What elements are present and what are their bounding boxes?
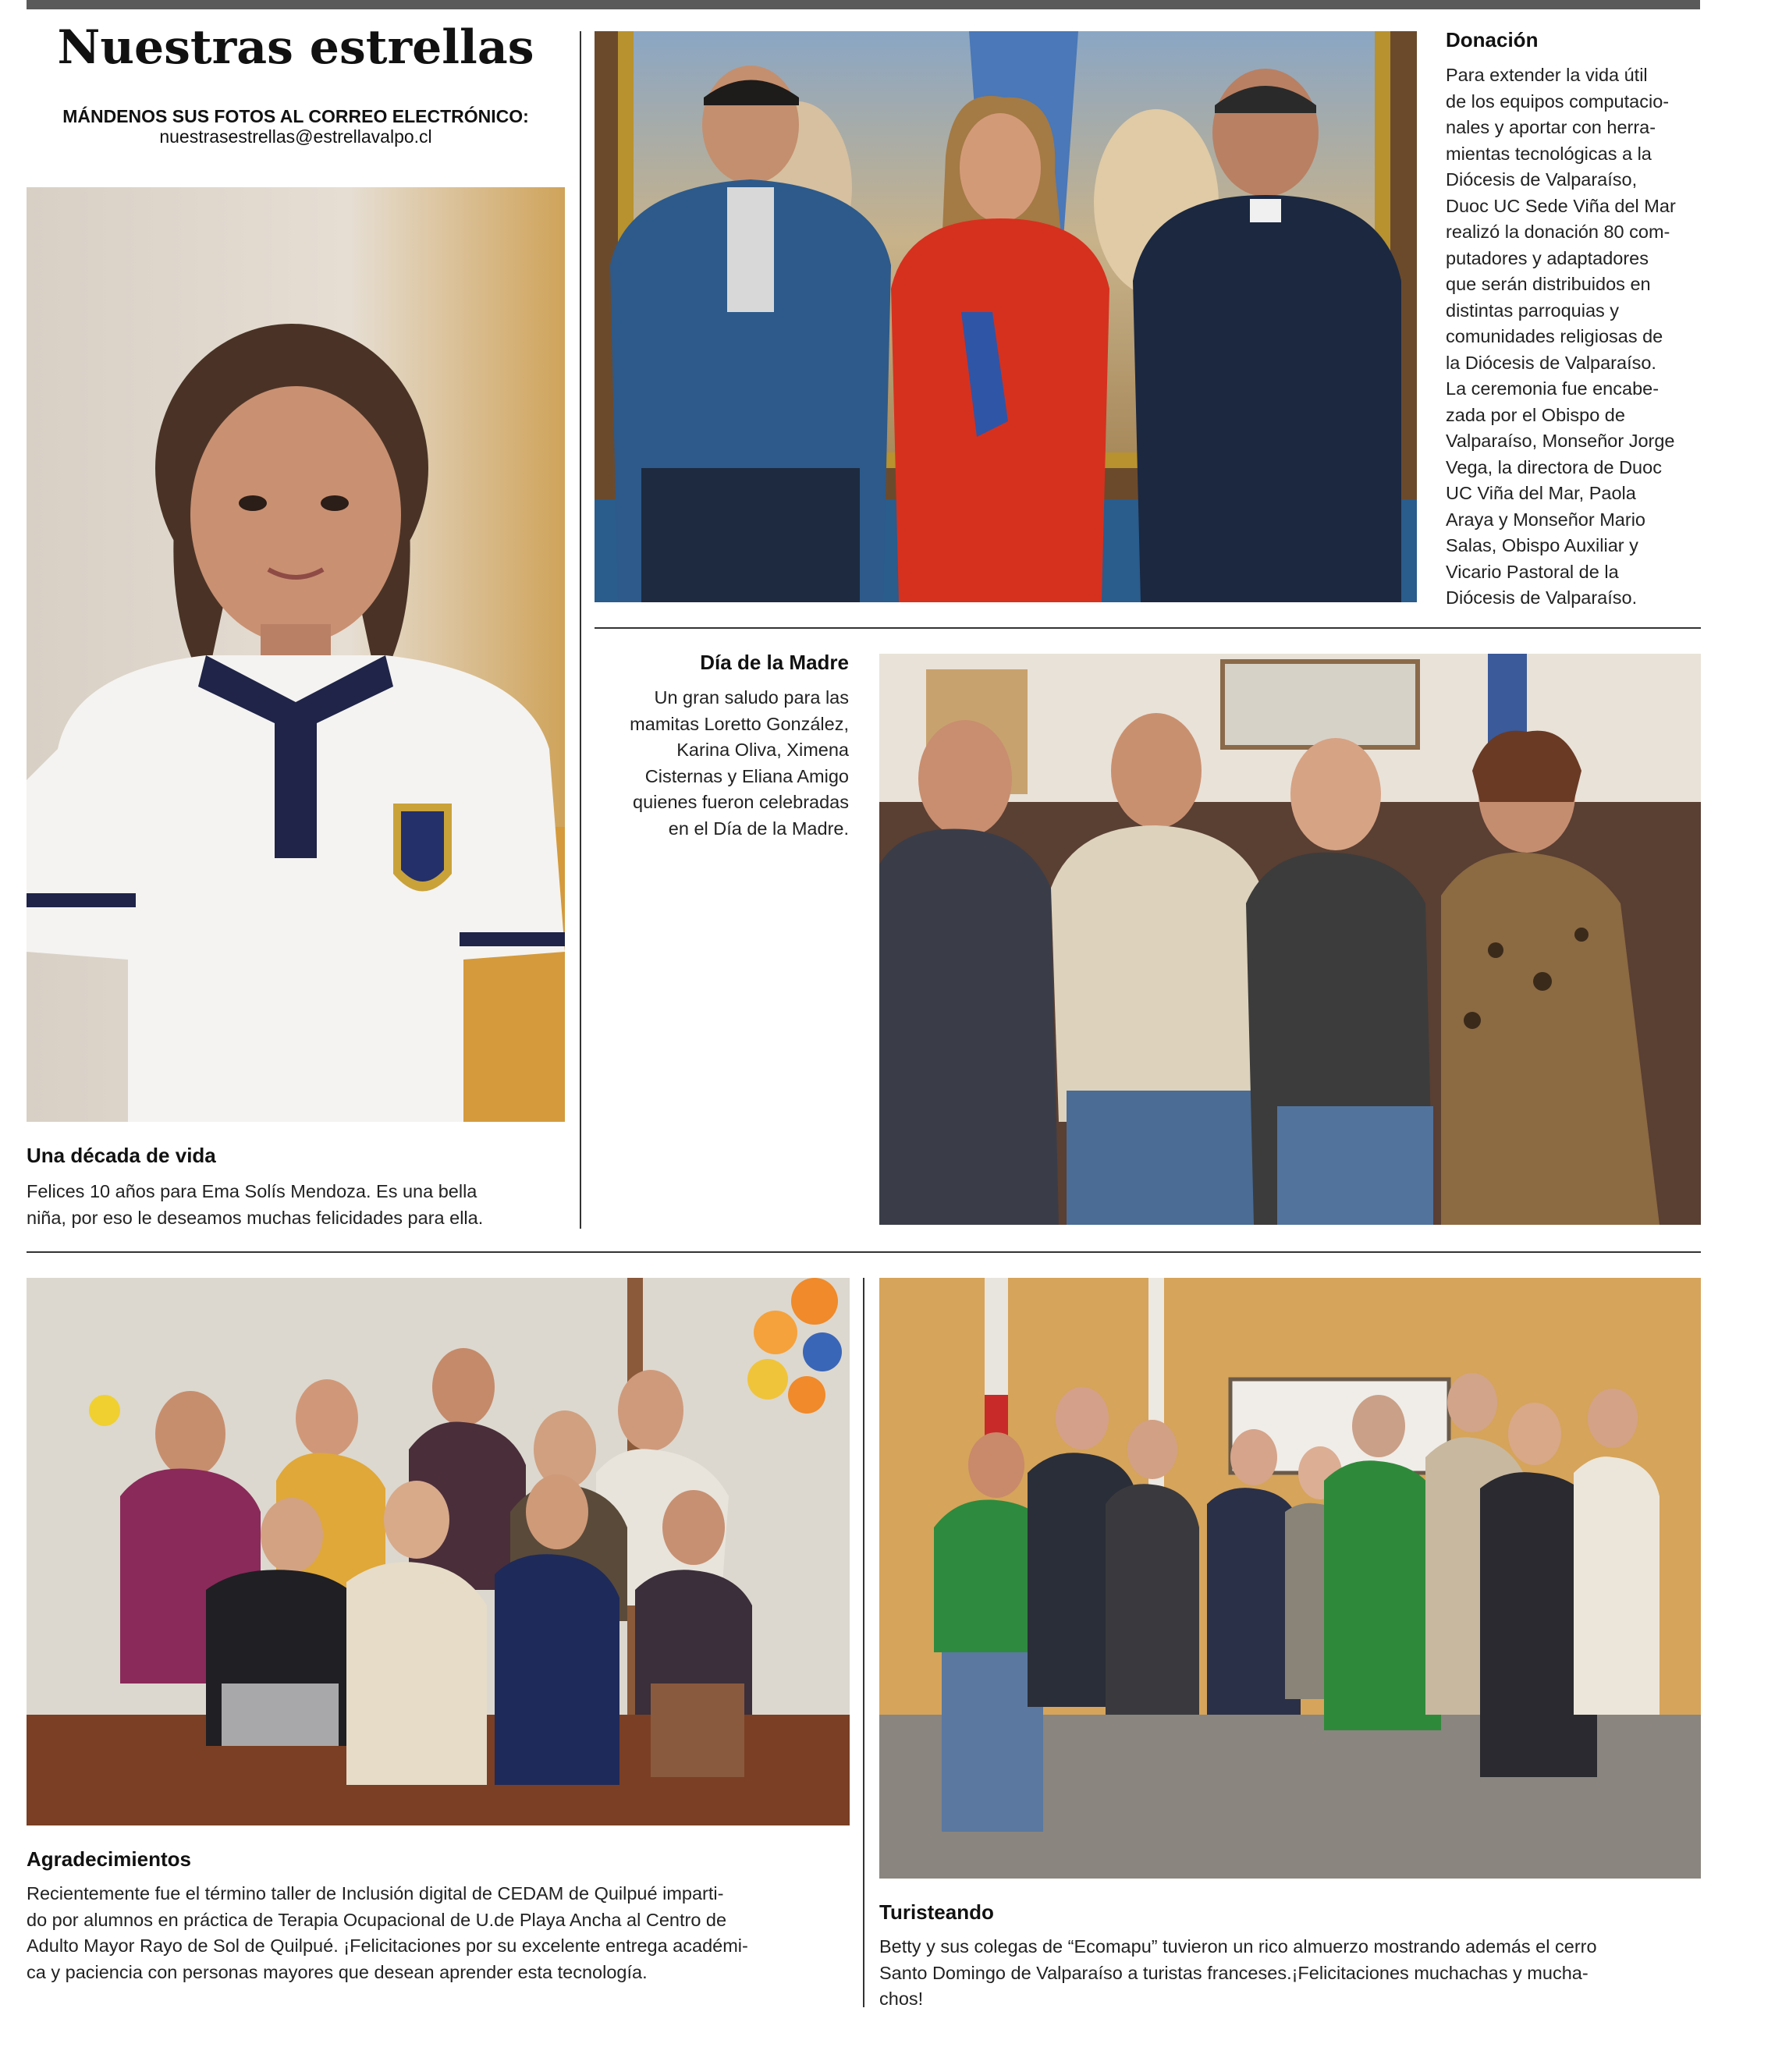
text-line: en el Día de la Madre.	[668, 818, 849, 839]
top-bar	[27, 0, 1700, 9]
caption-text-donacion	[1446, 62, 1703, 612]
text-line: Araya y Monseñor Mario	[1446, 509, 1645, 530]
text-line: Karina Oliva, Ximena	[676, 740, 849, 760]
text-line: Adulto Mayor Rayo de Sol de Quilpué. ¡Felicitaciones por su excelente entrega académi-	[27, 1935, 748, 1956]
text-line: distintas parroquias y	[1446, 300, 1620, 321]
text-line: Betty y sus colegas de “Ecomapu” tuvieron un rico almuerzo mostrando además el cerro	[879, 1936, 1597, 1957]
text-line: realizó la donación 80 com-	[1446, 222, 1670, 242]
text-line: Recientemente fue el término taller de Inclusión digital de CEDAM de Quilpué imparti-	[27, 1883, 724, 1903]
photo-dia-madre	[879, 654, 1701, 1225]
text-line: ca y paciencia con personas mayores que desean aprender esta tecnología.	[27, 1961, 648, 1982]
caption-text-decada	[27, 1179, 565, 1231]
caption-title-turisteando: Turisteando	[879, 1900, 994, 1924]
text-line: Salas, Obispo Auxiliar y	[1446, 535, 1638, 555]
text-line: Duoc UC Sede Viña del Mar	[1446, 195, 1676, 216]
text-line: niña, por eso le deseamos muchas felicidades para ella.	[27, 1207, 484, 1228]
photo-donacion	[595, 31, 1417, 602]
caption-title-madre: Día de la Madre	[700, 651, 849, 674]
text-line: comunidades religiosas de	[1446, 326, 1663, 346]
caption-text-turisteando	[879, 1934, 1706, 2013]
text-line: Felices 10 años para Ema Solís Mendoza. Es una bella	[27, 1181, 477, 1201]
text-line: nales y aportar con herra-	[1446, 117, 1656, 137]
text-line: Valparaíso, Monseñor Jorge	[1446, 431, 1675, 451]
text-line: do por alumnos en práctica de Terapia Ocupacional de U.de Playa Ancha al Centro de	[27, 1909, 727, 1930]
photo-turisteando	[879, 1278, 1701, 1879]
caption-text-madre	[595, 685, 849, 842]
text-line: La ceremonia fue encabe-	[1446, 378, 1660, 399]
mail-label: MÁNDENOS SUS FOTOS AL CORREO ELECTRÓNICO:	[62, 106, 529, 126]
text-line: Vicario Pastoral de la	[1446, 561, 1619, 582]
mail-address[interactable]: nuestrasestrellas@estrellavalpo.cl	[159, 126, 432, 147]
text-line: Santo Domingo de Valparaíso a turistas franceses.¡Felicitaciones muchachas y mucha-	[879, 1962, 1589, 1983]
text-line: mientas tecnológicas a la	[1446, 143, 1652, 164]
caption-title-donacion: Donación	[1446, 28, 1539, 51]
caption-title-agradecimientos: Agradecimientos	[27, 1847, 191, 1871]
text-line: Diócesis de Valparaíso,	[1446, 169, 1638, 190]
text-line: la Diócesis de Valparaíso.	[1446, 352, 1656, 373]
caption-text-agradecimientos	[27, 1881, 854, 1985]
text-line: que serán distribuidos en	[1446, 274, 1651, 294]
column-divider-top	[580, 31, 581, 1229]
text-line: Vega, la directora de Duoc	[1446, 456, 1662, 477]
photo-girl-portrait	[27, 187, 565, 1122]
text-line: Cisternas y Eliana Amigo	[644, 765, 849, 786]
text-line: Diócesis de Valparaíso.	[1446, 587, 1638, 608]
divider-donacion-madre	[595, 627, 1701, 629]
text-line: mamitas Loretto González,	[630, 713, 849, 734]
divider-main	[27, 1251, 1701, 1253]
text-line: de los equipos computacio-	[1446, 90, 1670, 112]
text-line: zada por el Obispo de	[1446, 404, 1625, 425]
text-line: Un gran saludo para las	[654, 687, 849, 708]
text-line: putadores y adaptadores	[1446, 247, 1649, 268]
column-divider-bottom	[863, 1278, 864, 2007]
text-line: UC Viña del Mar, Paola	[1446, 483, 1636, 503]
text-line: chos!	[879, 1989, 924, 2009]
text-line: quienes fueron celebradas	[633, 792, 849, 812]
section-title: Nuestras estrellas	[57, 20, 534, 75]
caption-title-decada: Una década de vida	[27, 1144, 216, 1167]
text-line: Para extender la vida útil	[1446, 65, 1648, 85]
photo-agradecimientos	[27, 1278, 850, 1825]
